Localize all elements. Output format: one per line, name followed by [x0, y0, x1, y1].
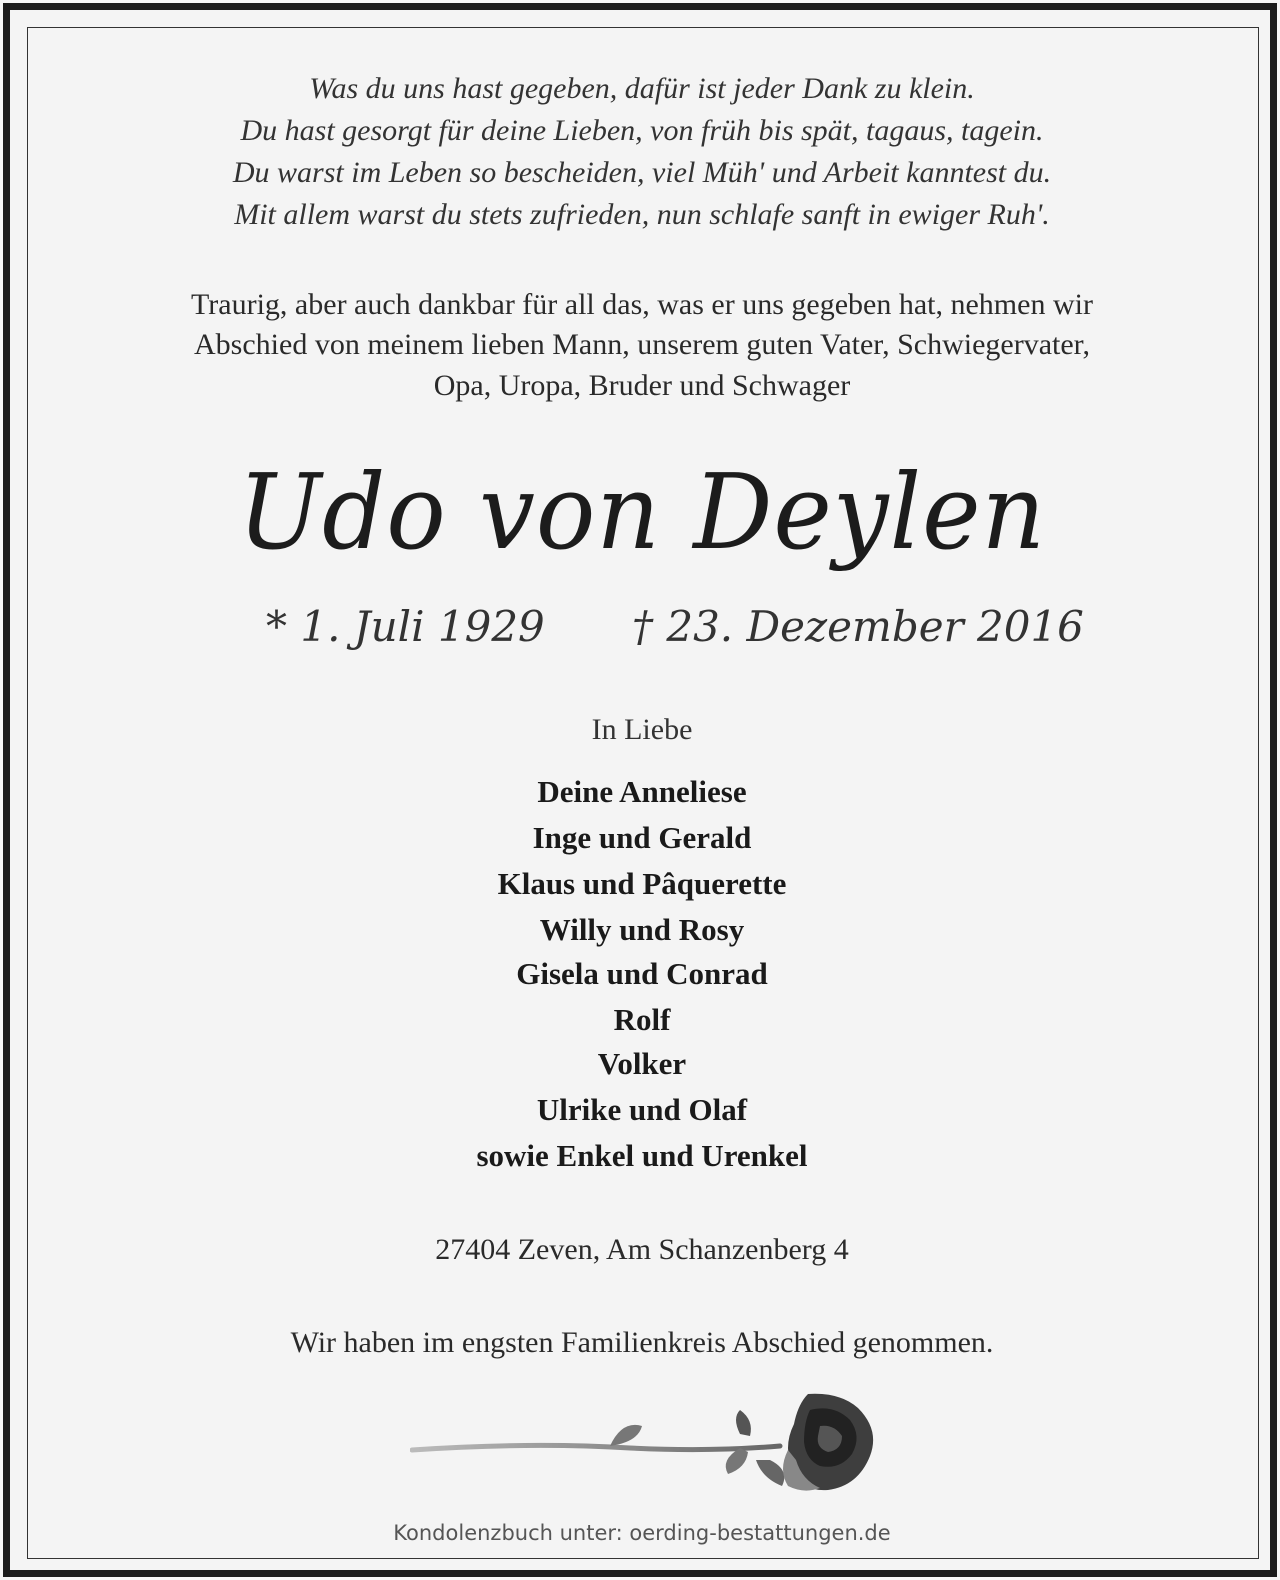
intro-line: Opa, Uropa, Bruder und Schwager [433, 369, 851, 402]
family-member: Inge und Gerald [532, 820, 752, 855]
family-member: Gisela und Conrad [516, 956, 768, 991]
family-member: Ulrike und Olaf [536, 1092, 748, 1127]
family-member: sowie Enkel und Urenkel [476, 1138, 808, 1173]
obituary-frame [3, 3, 1277, 1577]
deceased-name: Udo von Deylen [237, 451, 1047, 573]
family-member: Willy und Rosy [539, 912, 745, 947]
family-member: Volker [597, 1046, 687, 1081]
farewell-note: Wir haben im engsten Familienkreis Abschied genommen. [290, 1326, 994, 1359]
closing-phrase: In Liebe [591, 713, 693, 746]
birth-date: * 1. Juli 1929 [266, 602, 545, 651]
poem-line: Du hast gesorgt für deine Lieben, von früh bis spät, tagaus, tagein. [240, 114, 1044, 147]
death-date: † 23. Dezember 2016 [632, 602, 1084, 651]
intro-line: Abschied von meinem lieben Mann, unserem guten Vater, Schwiegervater, [194, 328, 1090, 361]
poem-line: Was du uns hast gegeben, dafür ist jeder Dank zu klein. [309, 72, 975, 105]
poem-line: Mit allem warst du stets zufrieden, nun schlafe sanft in ewiger Ruh'. [234, 198, 1050, 231]
address: 27404 Zeven, Am Schanzenberg 4 [435, 1233, 849, 1266]
poem-line: Du warst im Leben so bescheiden, viel Müh' und Arbeit kanntest du. [232, 156, 1052, 189]
family-member: Deine Anneliese [537, 774, 747, 809]
condolence-link[interactable]: Kondolenzbuch unter: oerding-bestattungen.de [393, 1521, 891, 1545]
intro-line: Traurig, aber auch dankbar für all das, was er uns gegeben hat, nehmen wir [191, 288, 1093, 321]
family-member: Klaus und Pâquerette [497, 866, 787, 901]
rose-illustration [410, 1390, 890, 1500]
family-member: Rolf [613, 1002, 671, 1037]
